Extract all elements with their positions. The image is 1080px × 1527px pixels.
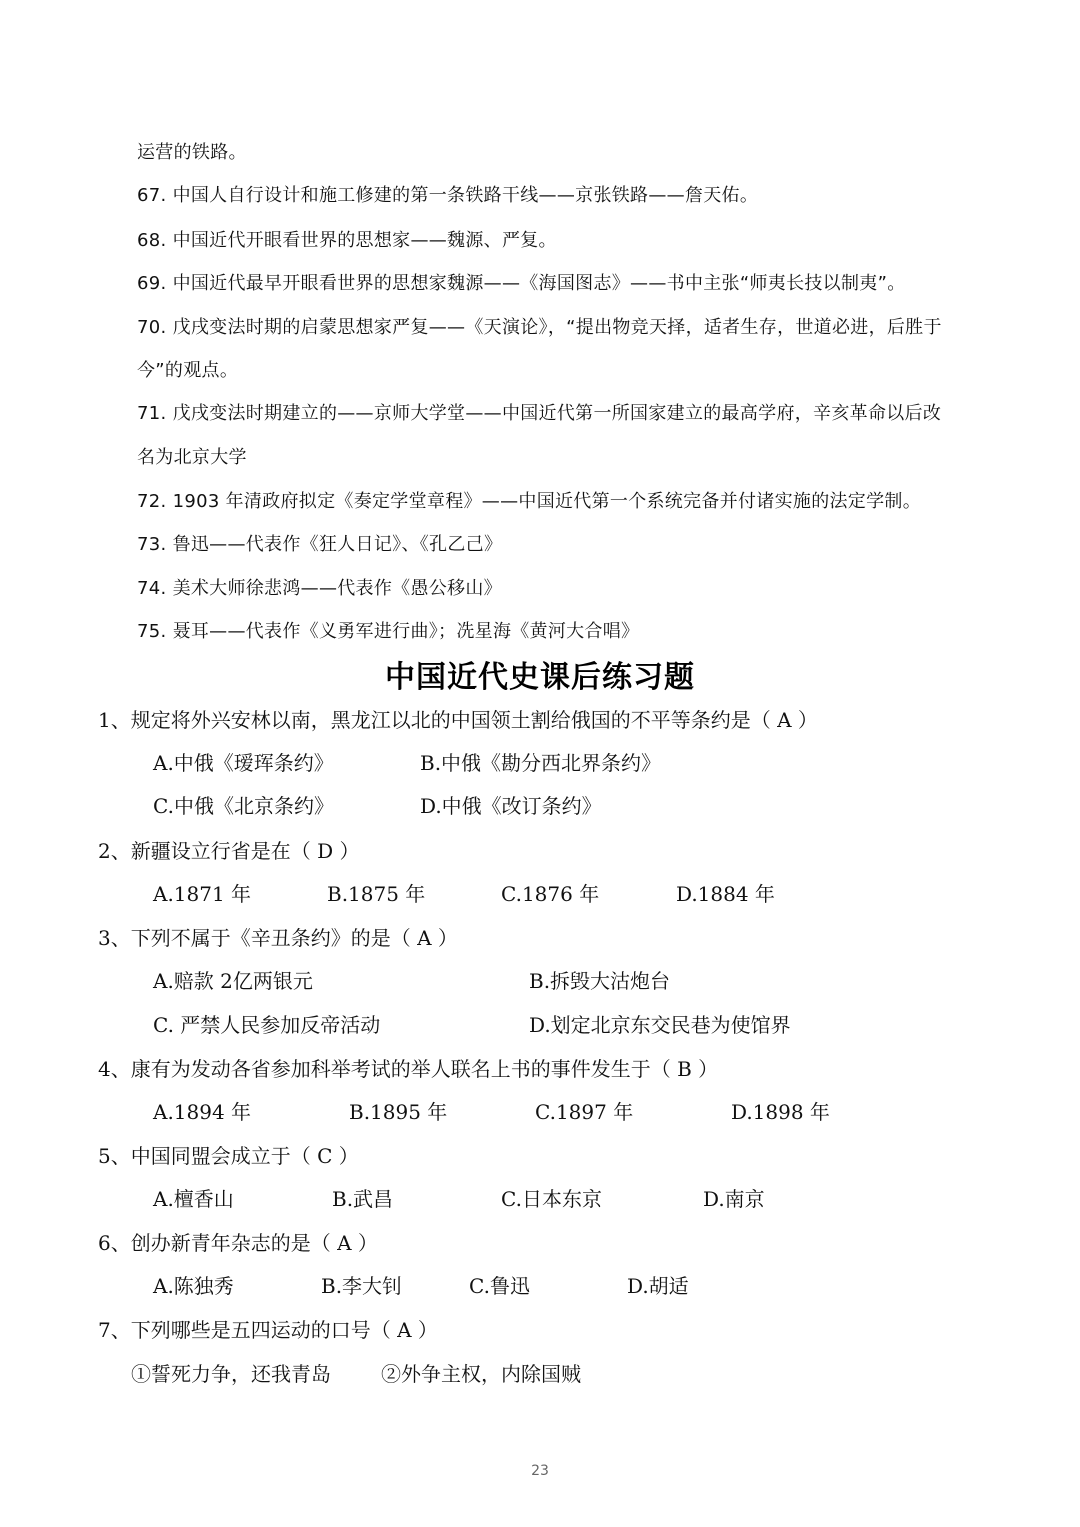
note-text: 中国人自行设计和施工修建的第一条铁路干线——京张铁路——詹天佑。: [172, 185, 759, 206]
question-6-option-d: D.胡适: [627, 1274, 689, 1298]
exercise-title: 中国近代史课后练习题: [385, 660, 695, 695]
question-1-option-c: C.中俄《北京条约》: [153, 794, 334, 818]
note-text: 鲁迅——代表作《狂人日记》、《孔乙己》: [172, 534, 503, 555]
question-7: 7、下列哪些是五四运动的口号（ A ）: [98, 1318, 438, 1342]
note-item-67: [137, 184, 758, 208]
note-text: 戊戌变法时期的启蒙思想家严复——《天演论》，“提出物竞天择，适者生存，世道必进，后胜于: [172, 317, 942, 338]
question-2-option-c: C.1876 年: [501, 882, 600, 906]
question-2: 2、新疆设立行省是在（ D ）: [98, 839, 360, 863]
note-item-71-continuation: 名为北京大学: [137, 447, 247, 468]
note-number: 74.: [137, 578, 167, 599]
question-1-option-d: D.中俄《改订条约》: [420, 794, 602, 818]
question-4: 4、康有为发动各省参加科举考试的举人联名上书的事件发生于（ B ）: [98, 1057, 719, 1081]
question-3-option-c: C. 严禁人民参加反帝活动: [153, 1013, 381, 1037]
note-number: 68.: [137, 230, 167, 251]
note-item-72: [137, 490, 921, 514]
question-2-option-b: B.1875 年: [327, 882, 426, 906]
question-6: 6、创办新青年杂志的是（ A ）: [98, 1231, 378, 1255]
note-number: 72.: [137, 491, 167, 512]
note-number: 69.: [137, 273, 167, 294]
note-number: 70.: [137, 317, 167, 338]
note-text: 戊戌变法时期建立的——京师大学堂——中国近代第一所国家建立的最高学府，辛亥革命以后改: [172, 403, 942, 424]
note-item-75: [137, 620, 639, 644]
question-1-option-a: A.中俄《瑷珲条约》: [153, 751, 334, 775]
question-4-option-c: C.1897 年: [535, 1100, 634, 1124]
question-5-option-b: B.武昌: [332, 1187, 394, 1211]
question-5-option-a: A.檀香山: [153, 1187, 234, 1211]
note-text: 1903 年清政府拟定《奏定学堂章程》——中国近代第一个系统完备并付诸实施的法定学制。: [172, 491, 921, 512]
question-5-option-c: C.日本东京: [501, 1187, 602, 1211]
note-continuation: 运营的铁路。: [137, 142, 247, 163]
question-3-option-a: A.赔款 2亿两银元: [153, 969, 313, 993]
note-item-74: [137, 577, 502, 601]
question-2-option-d: D.1884 年: [676, 882, 775, 906]
note-number: 73.: [137, 534, 167, 555]
note-item-71: [137, 402, 941, 426]
question-7-option-1: ①誓死力争，还我青岛: [131, 1362, 331, 1386]
note-text: 中国近代开眼看世界的思想家——魏源、严复。: [172, 230, 557, 251]
question-3-option-b: B.拆毁大沽炮台: [529, 969, 671, 993]
question-5-option-d: D.南京: [703, 1187, 765, 1211]
question-1-option-b: B.中俄《勘分西北界条约》: [420, 751, 662, 775]
note-text: 美术大师徐悲鸿——代表作《愚公移山》: [172, 578, 502, 599]
note-number: 71.: [137, 403, 167, 424]
question-1: 1、规定将外兴安林以南，黑龙江以北的中国领土割给俄国的不平等条约是（ A ）: [98, 708, 818, 732]
question-4-option-a: A.1894 年: [153, 1100, 252, 1124]
note-item-73: [137, 533, 502, 557]
note-item-70-continuation: 今”的观点。: [137, 360, 239, 381]
question-4-option-d: D.1898 年: [731, 1100, 830, 1124]
question-7-option-2: ②外争主权，内除国贼: [381, 1362, 581, 1386]
question-6-option-c: C.鲁迅: [469, 1274, 530, 1298]
note-text: 中国近代最早开眼看世界的思想家魏源——《海国图志》——书中主张“师夷长技以制夷”。: [172, 273, 906, 294]
question-6-option-b: B.李大钊: [321, 1274, 403, 1298]
note-number: 67.: [137, 185, 167, 206]
question-5: 5、中国同盟会成立于（ C ）: [98, 1144, 359, 1168]
note-number: 75.: [137, 621, 167, 642]
note-item-68: [137, 229, 557, 253]
question-6-option-a: A.陈独秀: [153, 1274, 234, 1298]
question-3: 3、下列不属于《辛丑条约》的是（ A ）: [98, 926, 458, 950]
question-2-option-a: A.1871 年: [153, 882, 252, 906]
note-item-69: [137, 272, 906, 296]
question-3-option-d: D.划定北京东交民巷为使馆界: [529, 1013, 791, 1037]
question-4-option-b: B.1895 年: [349, 1100, 448, 1124]
page-number: 23: [531, 1463, 549, 1479]
note-item-70: [137, 316, 942, 340]
note-text: 聂耳——代表作《义勇军进行曲》；冼星海《黄河大合唱》: [172, 621, 640, 642]
